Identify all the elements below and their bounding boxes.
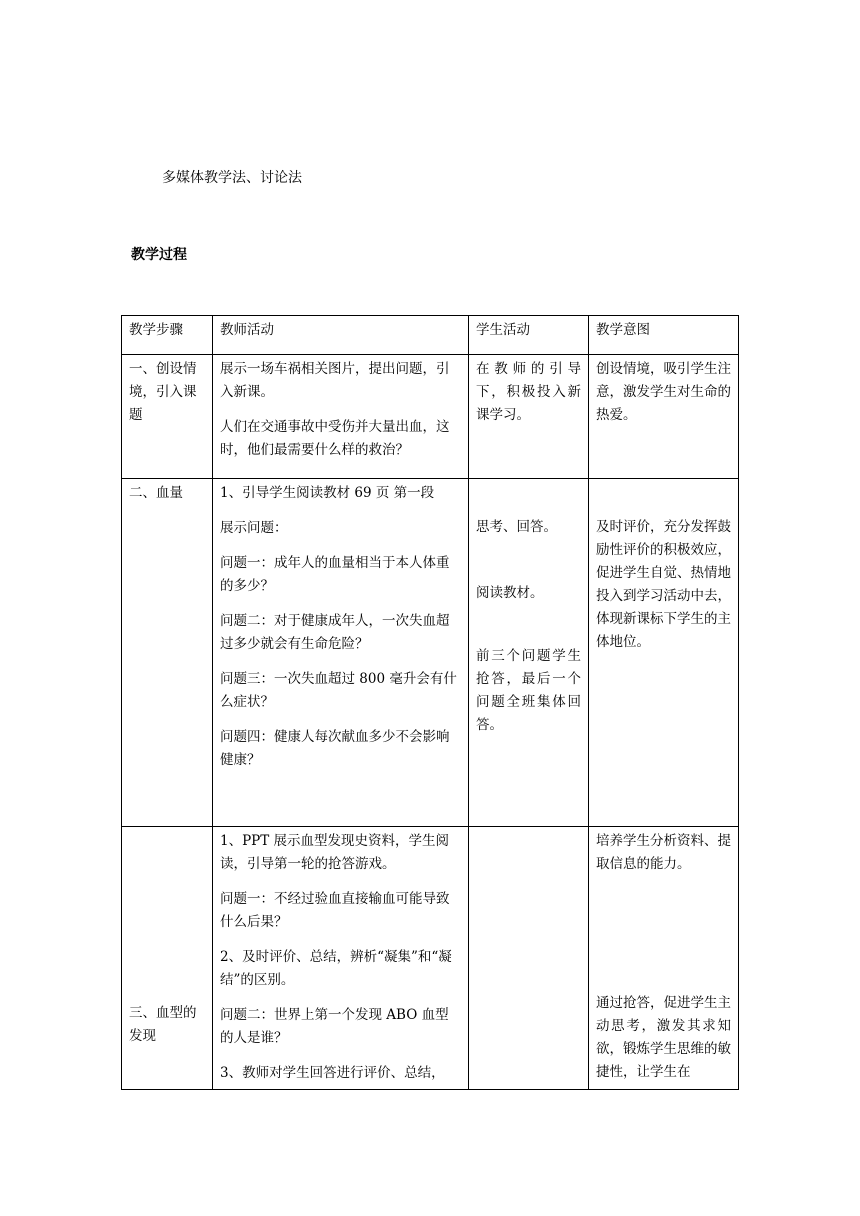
student-text: 前三个问题学生抢答，最后一个问题全班集体回答。 [476, 648, 581, 733]
student-cell [469, 479, 589, 827]
teacher-text: 2、及时评价、总结，辨析“凝集”和“凝结”的区别。 [220, 949, 452, 988]
table-row [122, 355, 739, 479]
step-cell: 一、创设情境，引入课题 [122, 355, 213, 479]
step-cell: 三、血型的发现 [122, 827, 213, 1090]
header-intent: 教学意图 [589, 316, 739, 355]
student-text: 阅读教材。 [476, 585, 544, 601]
teacher-text: 展示问题： [220, 520, 288, 536]
teaching-method-line: 多媒体教学法、讨论法 [162, 170, 302, 186]
teacher-text: 1、引导学生阅读教材 69 页 第一段 [220, 485, 435, 501]
header-teacher: 教师活动 [213, 316, 469, 355]
teacher-text: 问题三：一次失血超过 800 毫升会有什么症状？ [220, 671, 457, 710]
student-text: 在教师的引导下，积极投入新课学习。 [476, 361, 581, 423]
intent-cell [589, 827, 739, 1090]
teacher-text: 3、教师对学生回答进行评价、总结， [220, 1065, 445, 1081]
intent-cell [589, 355, 739, 479]
intent-text: 培养学生分析资料、提取信息的能力。 [596, 833, 731, 872]
intent-cell [589, 479, 739, 827]
teacher-cell [213, 479, 469, 827]
table-header-row [122, 316, 739, 355]
intent-text: 创设情境，吸引学生注意，激发学生对生命的热爱。 [596, 361, 731, 423]
section-heading: 教学过程 [131, 247, 187, 263]
teacher-cell [213, 827, 469, 1090]
step-cell: 二、血量 [122, 479, 213, 827]
teacher-cell [213, 355, 469, 479]
lesson-table [121, 315, 739, 1090]
intent-text: 及时评价，充分发挥鼓励性评价的积极效应，促进学生自觉、热情地投入到学习活动中去，体现新课标下学生的主体地位。 [596, 519, 731, 650]
teacher-text: 1、PPT 展示血型发现史资料，学生阅读，引导第一轮的抢答游戏。 [220, 833, 450, 872]
intent-text: 通过抢答，促进学生主动思考，激发其求知欲，锻炼学生思维的敏捷性，让学生在 [596, 995, 731, 1080]
teacher-text: 问题一：不经过验血直接输血可能导致什么后果？ [220, 891, 450, 930]
teacher-text: 人们在交通事故中受伤并大量出血，这时，他们最需要什么样的救治？ [220, 419, 450, 458]
table-row [122, 827, 739, 1090]
teacher-text: 问题一：成年人的血量相当于本人体重的多少？ [220, 555, 450, 594]
teacher-text: 问题二：世界上第一个发现 ABO 血型的人是谁？ [220, 1007, 449, 1046]
teacher-text: 问题二：对于健康成年人，一次失血超过多少就会有生命危险？ [220, 613, 450, 652]
header-step: 教学步骤 [122, 316, 213, 355]
student-text: 思考、回答。 [476, 519, 557, 535]
table-row [122, 479, 739, 827]
header-student: 学生活动 [469, 316, 589, 355]
teacher-text: 问题四：健康人每次献血多少不会影响健康？ [220, 729, 450, 768]
teacher-text: 展示一场车祸相关图片，提出问题，引入新课。 [220, 361, 450, 400]
student-cell [469, 827, 589, 1090]
student-cell [469, 355, 589, 479]
